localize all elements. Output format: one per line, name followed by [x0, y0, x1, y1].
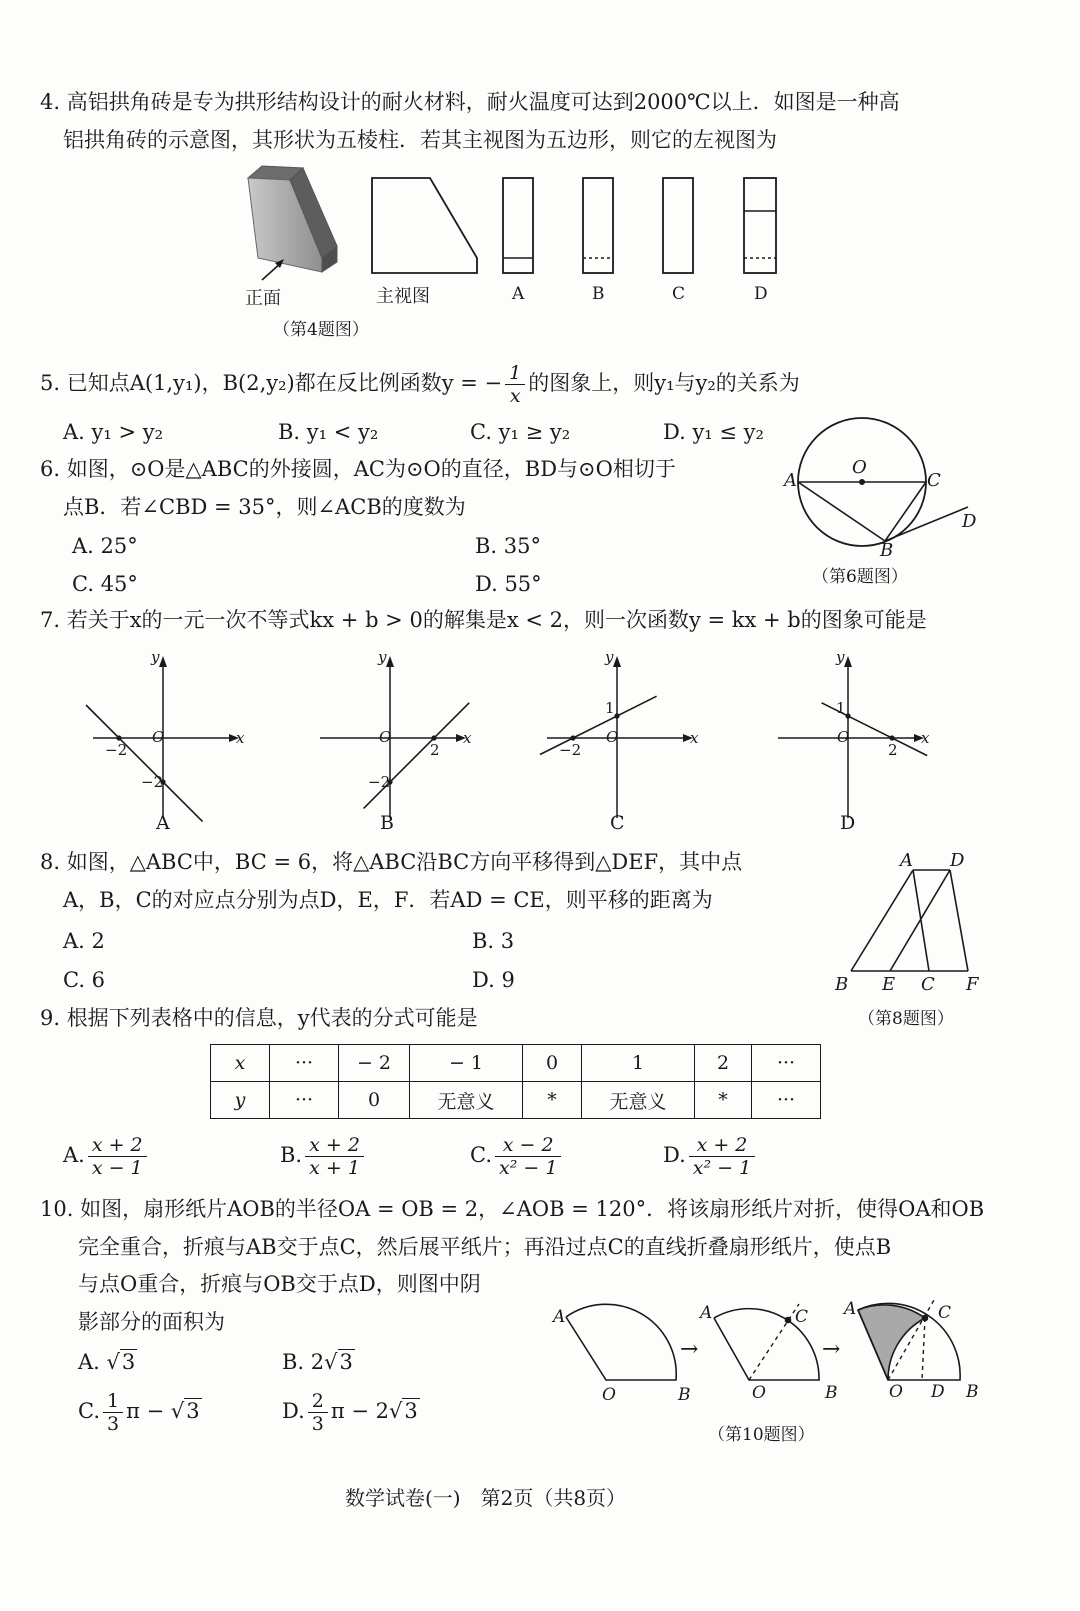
q7-b-x-axis-label: x — [463, 729, 472, 747]
q8-line2: A，B，C的对应点分别为点D，E，F．若AD = CE，则平移的距离为 — [63, 888, 713, 912]
q10-option-c-den: 3 — [107, 1413, 120, 1435]
q7-d-y-intercept-label: 1 — [836, 699, 846, 717]
q10-option-b: B. 2√3 — [282, 1350, 353, 1374]
q6-option-b: B. 35° — [475, 534, 542, 558]
page-footer: 数学试卷(一) 第2页（共8页） — [345, 1486, 627, 1510]
q10-fig2-label-o: O — [752, 1383, 766, 1403]
q10-fig1-label-o: O — [602, 1385, 616, 1405]
q10-option-a-letter: A. — [78, 1350, 100, 1374]
q9-cell: 无意义 — [582, 1082, 695, 1119]
q10-option-b-letter: B. 2 — [282, 1350, 325, 1374]
q9-cell: ··· — [270, 1045, 339, 1082]
q7-c-x-intercept-label: −2 — [559, 741, 582, 759]
front-label: 正面 — [245, 288, 281, 309]
q8-option-a: A. 2 — [63, 929, 105, 953]
q10-option-a: A. √3 — [78, 1350, 136, 1374]
q6-label-o: O — [852, 457, 867, 478]
q6-line2: 点B．若∠CBD = 35°，则∠ACB的度数为 — [63, 495, 466, 519]
q9-stem: 9. 根据下列表格中的信息，y代表的分式可能是 — [40, 1006, 478, 1030]
q5-option-a: A. y₁ > y₂ — [63, 420, 164, 444]
q5-stem-post: 的图象上，则y₁与y₂的关系为 — [528, 371, 800, 395]
q5-stem-pre: 5. 已知点A(1,y₁)，B(2,y₂)都在反比例函数y = − — [40, 371, 503, 395]
q9-option-a-num: x + 2 — [88, 1134, 147, 1157]
q9-cell: 无意义 — [410, 1082, 523, 1119]
q10-line2: 完全重合，折痕与AB交于点C，然后展平纸片；再沿过点C的直线折叠扇形纸片，使点B — [78, 1235, 892, 1259]
q4-option-b-label: B — [592, 284, 605, 304]
q10-arrow-2: → — [822, 1337, 841, 1362]
q7-d-x-axis-label: x — [921, 729, 930, 747]
q7-a-x-intercept-label: −2 — [105, 741, 128, 759]
q8-option-c: C. 6 — [63, 968, 106, 992]
q9-option-a-den: x − 1 — [91, 1157, 143, 1179]
q7-a-x-axis-label: x — [236, 729, 245, 747]
q5-frac-num: 1 — [505, 362, 525, 385]
q10-option-c-letter: C. — [78, 1399, 100, 1423]
q10-fig3-label-a: A — [844, 1299, 857, 1319]
q10-fig3-label-c: C — [938, 1303, 952, 1323]
q7-b-origin-label: O — [379, 728, 392, 746]
q10-option-d-num: 2 — [308, 1390, 328, 1413]
q8-caption: （第8题图） — [858, 1009, 954, 1029]
q7-option-d-label: D — [840, 812, 856, 834]
q7-a-y-intercept-label: −2 — [141, 773, 164, 791]
q6-label-b: B — [880, 540, 894, 561]
q4-caption: （第4题图） — [273, 320, 369, 340]
q7-c-x-axis-label: x — [690, 729, 699, 747]
q10-option-c: C. $\frac{1}{3}$ π − √3 — [78, 1390, 200, 1435]
q9-cell: y — [211, 1082, 270, 1119]
q9-cell: * — [695, 1082, 752, 1119]
q6-option-d: D. 55° — [475, 572, 542, 596]
q4-line2: 铝拱角砖的示意图，其形状为五棱柱．若其主视图为五边形，则它的左视图为 — [63, 128, 777, 152]
q6-label-d: D — [962, 511, 977, 532]
q10-caption: （第10题图） — [708, 1425, 815, 1445]
q8-label-c: C — [921, 974, 935, 995]
q8-label-b: B — [835, 974, 849, 995]
q9-cell: ··· — [270, 1082, 339, 1119]
q10-option-d-tail: π − 2 — [330, 1399, 389, 1423]
q10-option-c-tail: π − — [126, 1399, 165, 1423]
q6-option-c: C. 45° — [72, 572, 138, 596]
q6-option-a: A. 25° — [72, 534, 138, 558]
q8-option-b: B. 3 — [472, 929, 515, 953]
q9-cell: 2 — [695, 1045, 752, 1082]
q9-cell: − 1 — [410, 1045, 523, 1082]
main-view-label: 主视图 — [376, 286, 430, 307]
q7-c-y-axis-label: y — [605, 648, 614, 666]
q9-cell: * — [523, 1082, 582, 1119]
q10-option-d-letter: D. — [282, 1399, 305, 1423]
q7-stem: 7. 若关于x的一元一次不等式kx + b > 0的解集是x < 2，则一次函数y = kx + b的图象可能是 — [40, 608, 927, 632]
q9-cell: 1 — [582, 1045, 695, 1082]
q9-option-d-den: x² − 1 — [692, 1157, 752, 1179]
q10-option-d: D. $\frac{2}{3}$ π − 2√3 — [282, 1390, 418, 1435]
q8-label-a: A — [900, 850, 913, 871]
q8-label-f: F — [966, 974, 979, 995]
q9-option-d-num: x + 2 — [689, 1134, 755, 1157]
q10-fig2-label-c: C — [795, 1307, 809, 1327]
q10-fig3-label-d: D — [931, 1382, 945, 1402]
q9-cell: 0 — [523, 1045, 582, 1082]
q7-c-y-intercept-label: 1 — [605, 699, 615, 717]
q10-line1: 10. 如图，扇形纸片AOB的半径OA = OB = 2，∠AOB = 120°．将该扇形纸片对折，使得OA和OB — [40, 1197, 985, 1221]
q9-option-c-num: x − 2 — [495, 1134, 561, 1157]
q4-option-d-label: D — [754, 284, 768, 304]
q8-label-d: D — [950, 850, 965, 871]
q5-option-c: C. y₁ ≥ y₂ — [470, 420, 571, 444]
q9-cell: ··· — [752, 1045, 821, 1082]
q5-frac-den: x — [509, 385, 521, 407]
q8-option-d: D. 9 — [472, 968, 515, 992]
q7-d-y-axis-label: y — [836, 648, 845, 666]
q6-caption: （第6题图） — [812, 567, 908, 587]
q4-option-c-label: C — [672, 284, 686, 304]
q9-cell: 0 — [339, 1082, 410, 1119]
q7-d-x-intercept-label: 2 — [888, 741, 898, 759]
q10-fig2-label-a: A — [700, 1303, 713, 1323]
q9-cell: ··· — [752, 1082, 821, 1119]
q10-line4: 影部分的面积为 — [78, 1310, 225, 1334]
q6-label-c: C — [927, 470, 941, 491]
q9-option-a-letter: A. — [63, 1143, 85, 1167]
q7-a-origin-label: O — [152, 728, 165, 746]
q7-b-y-intercept-label: −2 — [368, 773, 391, 791]
q7-option-a-label: A — [156, 812, 170, 834]
q4-line1: 4. 高铝拱角砖是专为拱形结构设计的耐火材料，耐火温度可达到2000℃以上．如图是一种高 — [40, 90, 900, 114]
q10-option-d-den: 3 — [311, 1413, 324, 1435]
q4-option-a-label: A — [512, 284, 525, 304]
q10-option-c-radicand: 3 — [186, 1399, 200, 1423]
q7-a-y-axis-label: y — [151, 648, 160, 666]
q10-fig2-label-b: B — [825, 1383, 838, 1403]
q9-option-c-den: x² − 1 — [499, 1157, 558, 1179]
q10-fig1-label-a: A — [553, 1307, 566, 1327]
q10-fig1-label-b: B — [678, 1385, 691, 1405]
q9-option-d-letter: D. — [663, 1143, 686, 1167]
q10-fig3-label-o: O — [889, 1382, 903, 1402]
q5-option-b: B. y₁ < y₂ — [278, 420, 379, 444]
q10-sector-original — [566, 1304, 676, 1380]
q7-option-b-label: B — [380, 812, 394, 834]
q9-cell: − 2 — [339, 1045, 410, 1082]
q7-option-c-label: C — [610, 812, 625, 834]
q7-d-origin-label: O — [837, 728, 850, 746]
q6-label-a: A — [784, 470, 797, 491]
q10-option-d-radicand: 3 — [404, 1399, 418, 1423]
q10-arrow-1: → — [680, 1337, 699, 1362]
q8-line1: 8. 如图，△ABC中，BC = 6，将△ABC沿BC方向平移得到△DEF，其中点 — [40, 850, 743, 874]
q5-option-d: D. y₁ ≤ y₂ — [663, 420, 764, 444]
q9-option-b-den: x + 1 — [309, 1157, 360, 1179]
q9-cell: x — [211, 1045, 270, 1082]
q9-option-b-letter: B. — [280, 1143, 303, 1167]
q6-line1: 6. 如图，⊙O是△ABC的外接圆，AC为⊙O的直径，BD与⊙O相切于 — [40, 457, 676, 481]
q10-fig3-label-b: B — [966, 1382, 979, 1402]
q7-c-origin-label: O — [606, 728, 619, 746]
q10-option-b-radicand: 3 — [339, 1350, 353, 1374]
q10-option-c-num: 1 — [103, 1390, 123, 1413]
q7-b-x-intercept-label: 2 — [430, 741, 440, 759]
q9-option-b-num: x + 2 — [305, 1134, 364, 1157]
q9-option-c-letter: C. — [470, 1143, 492, 1167]
q10-option-a-radicand: 3 — [121, 1350, 136, 1374]
q7-b-y-axis-label: y — [378, 648, 387, 666]
q8-label-e: E — [882, 974, 896, 995]
q10-line3: 与点O重合，折痕与OB交于点D，则图中阴 — [78, 1272, 481, 1296]
